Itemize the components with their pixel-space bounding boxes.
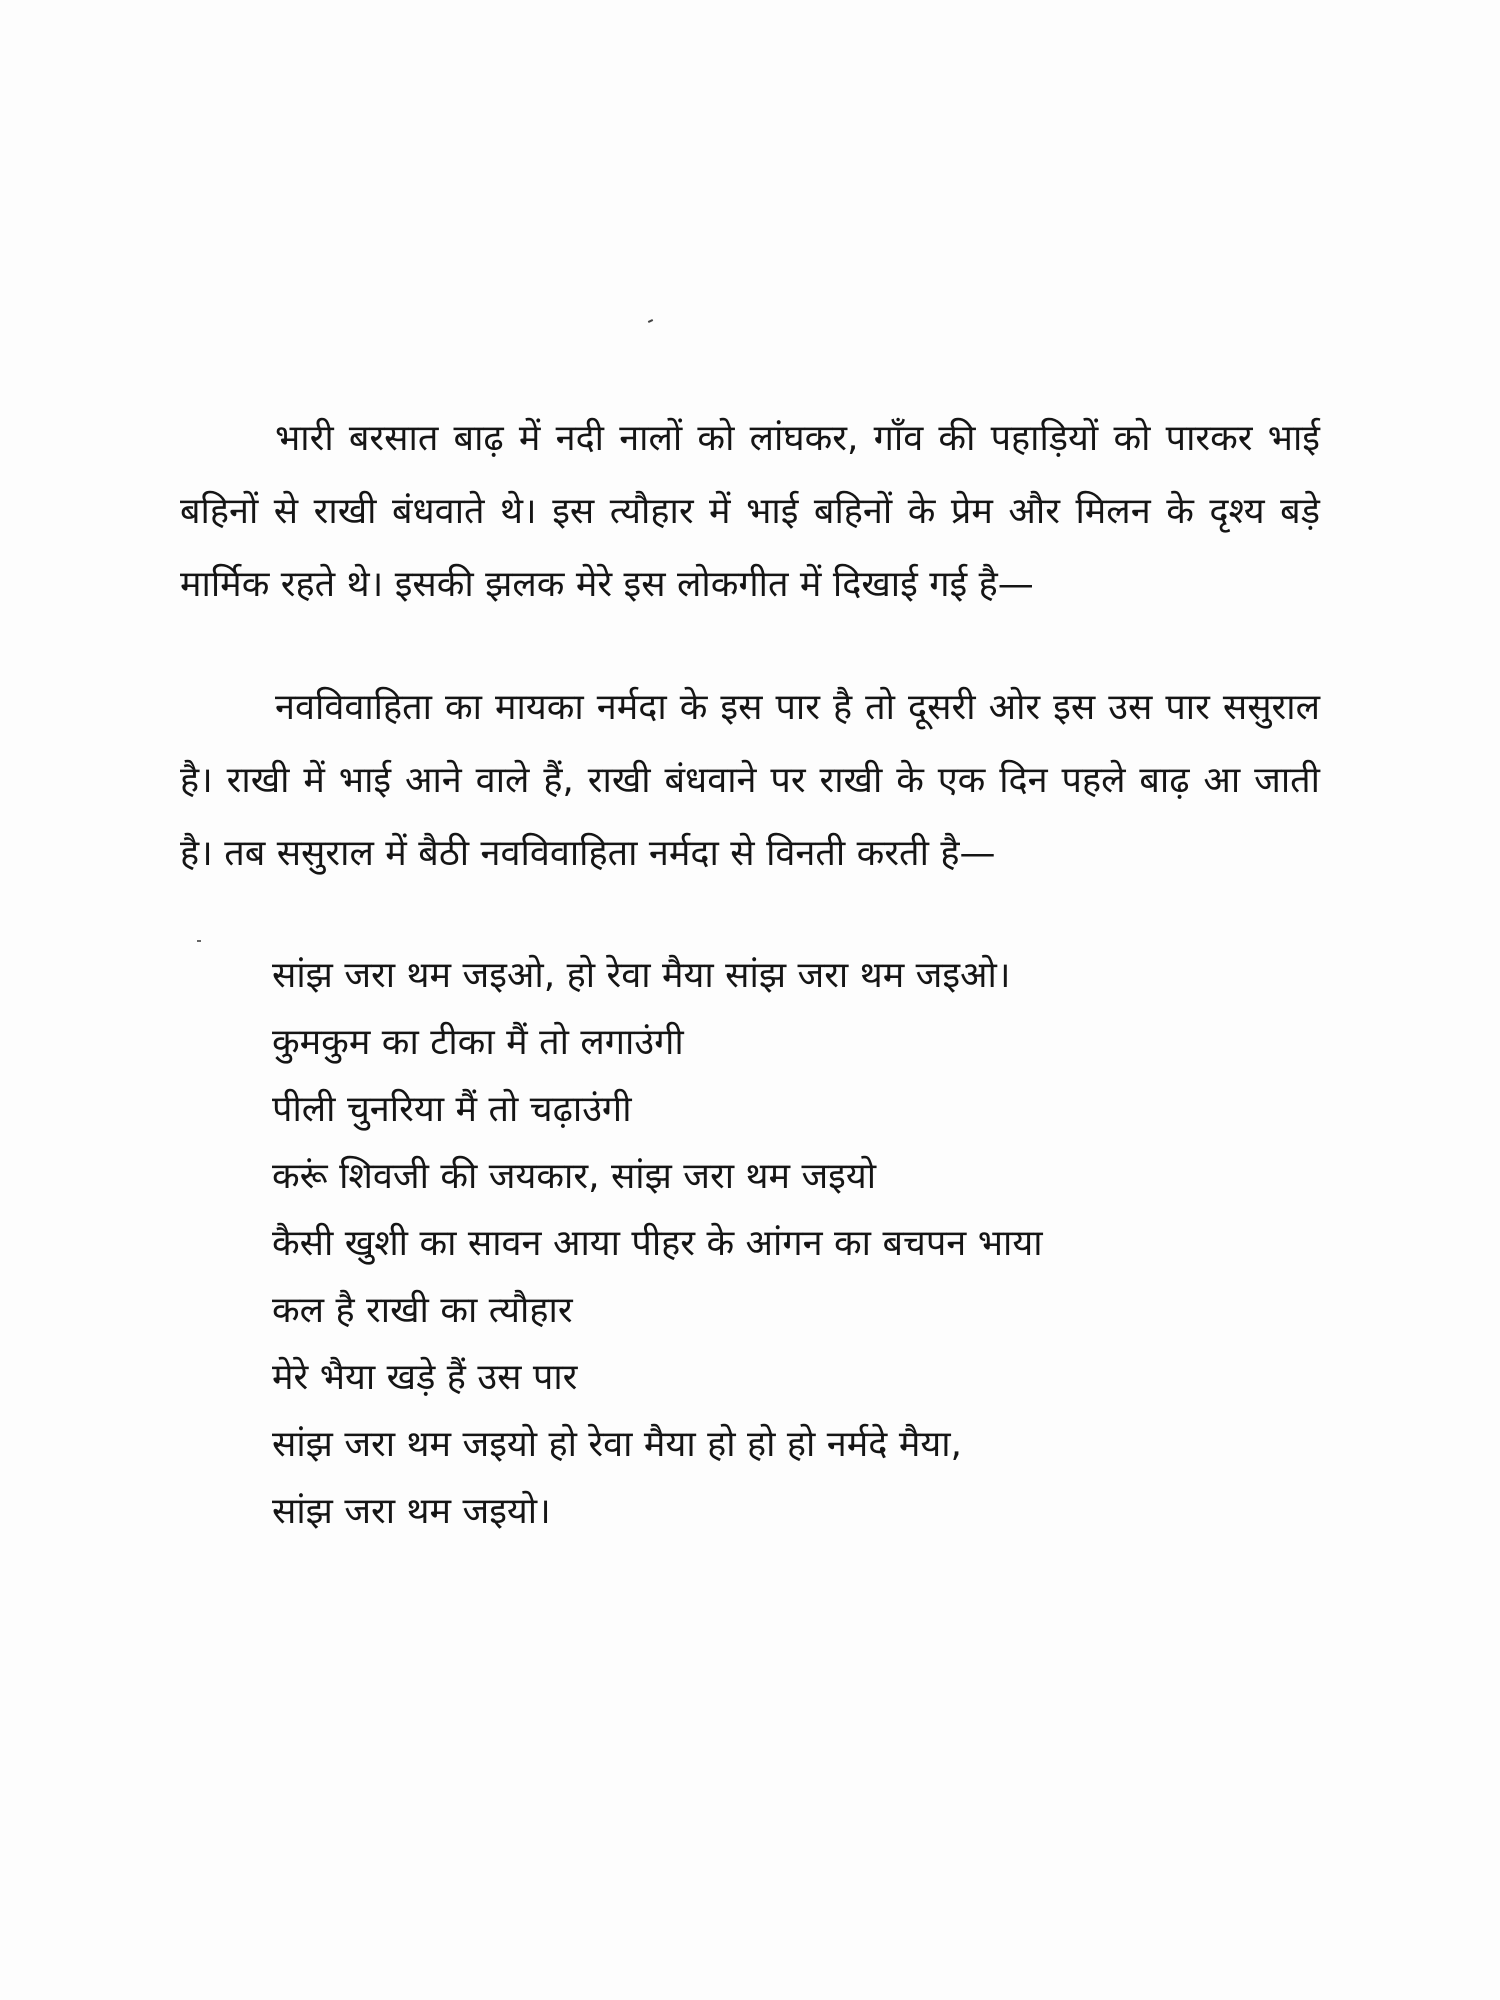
paragraph-1: भारी बरसात बाढ़ में नदी नालों को लांघकर, गाँव की पहाड़ियों को पारकर भाई बहिनों से राखी बंधवाते थे। इस त्यौहार में भाई बहिनों के प्रेम और मिलन के दृश्य बड़े मार्मिक रहते थे। इसकी झलक मेरे इस लोकगीत में दिखाई गई है—: [180, 418, 1320, 605]
poem-line: पीली चुनरिया मैं तो चढ़ाउंगी: [272, 1089, 632, 1130]
poem-line: करूं शिवजी की जयकार, सांझ जरा थम जइयो: [272, 1156, 877, 1197]
poem-line: सांझ जरा थम जइयो हो रेवा मैया हो हो हो नर्मदे मैया,: [272, 1424, 962, 1465]
poem-line: कल है राखी का त्यौहार: [272, 1290, 573, 1331]
paragraph-block: [180, 671, 1320, 890]
folk-song-verse: [272, 942, 1322, 1545]
poem-line: मेरे भैया खड़े हैं उस पार: [272, 1357, 578, 1398]
poem-line: सांझ जरा थम जइयो।: [272, 1491, 551, 1532]
scan-speck: [197, 940, 201, 942]
poem-line: कुमकुम का टीका मैं तो लगाउंगी: [272, 1022, 684, 1063]
poem-line: सांझ जरा थम जइओ, हो रेवा मैया सांझ जरा थम जइओ।: [272, 955, 1011, 996]
poem-line: कैसी खुशी का सावन आया पीहर के आंगन का बचपन भाया: [272, 1223, 1043, 1264]
paragraph-2: नवविवाहिता का मायका नर्मदा के इस पार है तो दूसरी ओर इस उस पार ससुराल है। राखी में भाई आने वाले हैं, राखी बंधवाने पर राखी के एक दिन पहले बाढ़ आ जाती है। तब ससुराल में बैठी नवविवाहिता नर्मदा से विनती करती है—: [180, 687, 1320, 874]
paragraph-block: [180, 402, 1320, 621]
scan-speck: [648, 319, 653, 323]
